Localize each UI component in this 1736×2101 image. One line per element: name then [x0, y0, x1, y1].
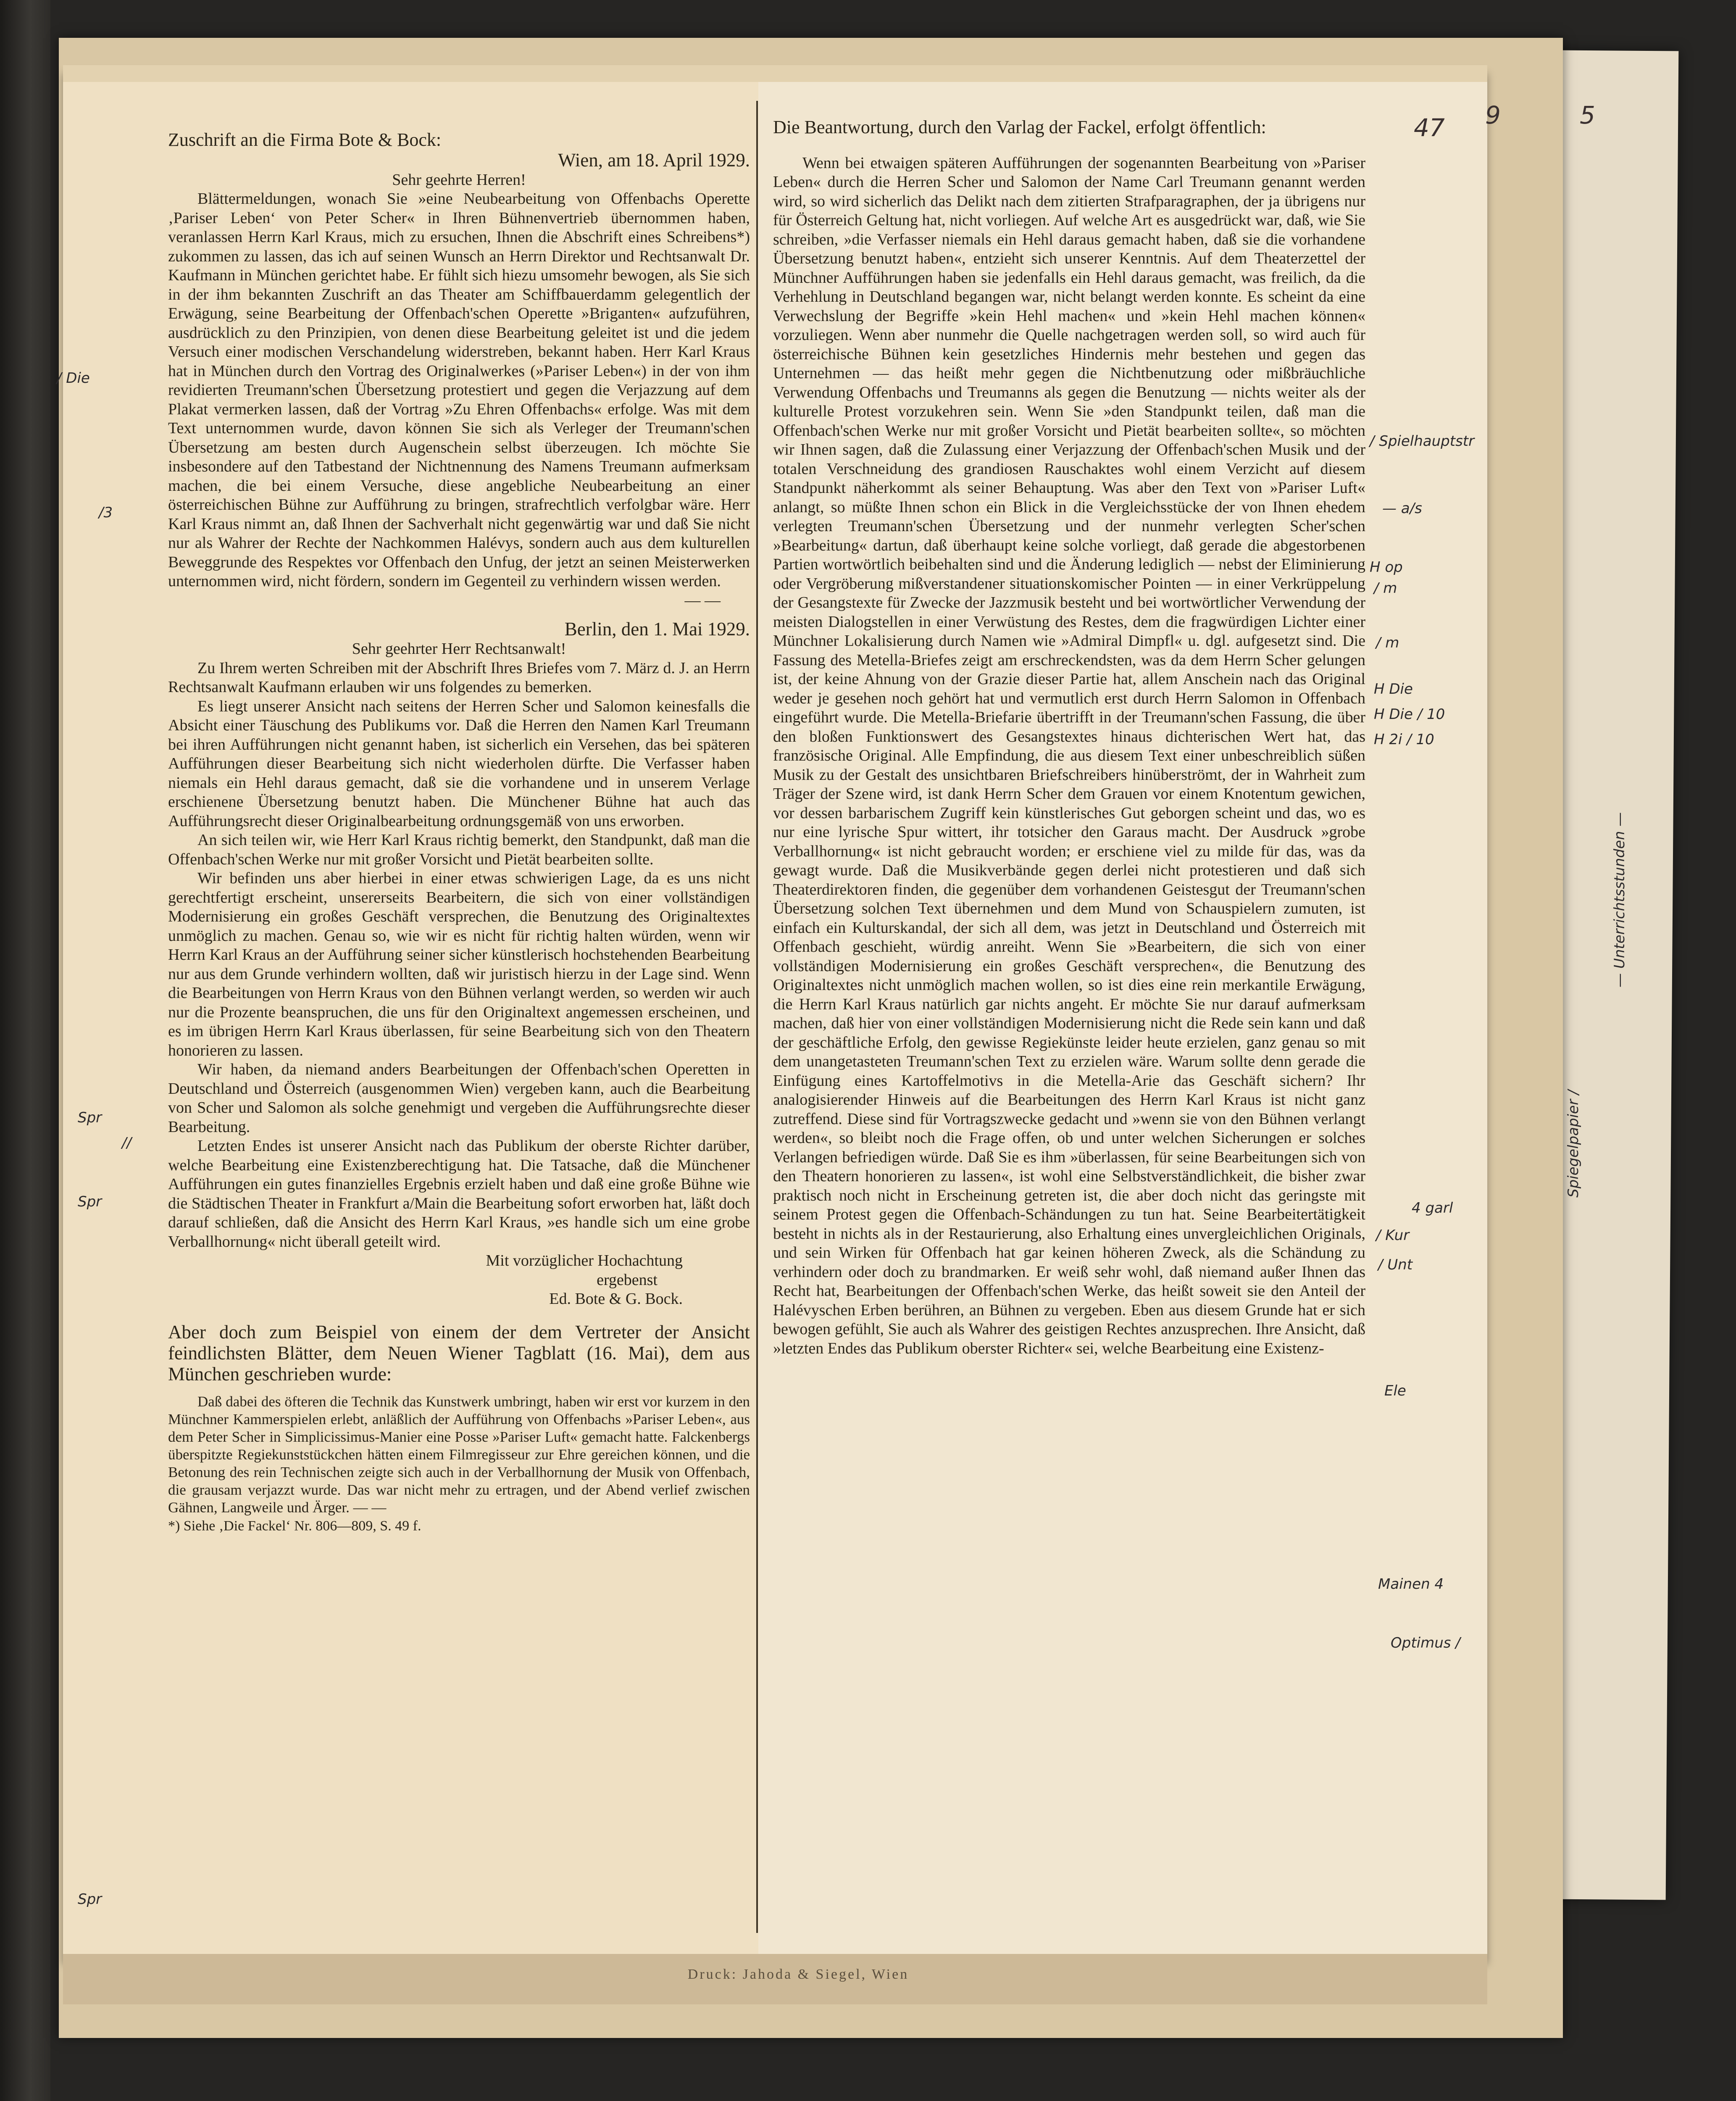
- margin-note: 4 garl: [1412, 1200, 1453, 1216]
- salutation: Sehr geehrte Herren!: [392, 171, 526, 189]
- margin-note: //: [122, 1135, 132, 1151]
- place-date: Wien, am 18. April 1929.: [558, 149, 750, 171]
- margin-note: Mainen 4: [1378, 1576, 1444, 1593]
- closing-line: ergebenst: [597, 1271, 658, 1289]
- paragraph: Aber doch zum Beispiel von einem der dem Vertreter der Ansicht feindlichsten Blätter, dem Neuen Wiener Tagblatt (16. Mai), dem aus München geschrieben wurde:: [168, 1321, 750, 1385]
- margin-note: / m: [1376, 635, 1399, 651]
- margin-note: H op: [1370, 559, 1403, 576]
- margin-note: /3: [99, 504, 113, 521]
- paragraph: Zu Ihrem werten Schreiben mit der Abschrift Ihres Briefes vom 7. März d. J. an Herrn Rechtsanwalt Kaufmann erlauben wir uns folgendes zu bemerken.: [168, 659, 750, 696]
- printer-line: Druck: Jahoda & Siegel, Wien: [687, 1967, 909, 1982]
- margin-note: / Spielhauptstr: [1370, 433, 1475, 450]
- response-title: Die Beantwortung, durch den Varlag der Fackel, erfolgt öffentlich:: [773, 117, 1266, 137]
- dash-separator: — —: [684, 591, 721, 609]
- place-date-2: Berlin, den 1. Mai 1929.: [564, 619, 750, 640]
- margin-note: Spiegelpapier /: [1565, 1090, 1582, 1198]
- paragraph: Blättermeldungen, wonach Sie »eine Neubearbeitung von Offenbachs Operette ‚Pariser Leben‘ von Peter Scher« in Ihren Bühnenvertrieb übernommen haben, veranlassen Herrn Karl Kraus, mich zu ersuchen, Ihnen die Abschrift eines Schreibens*) zukommen zu lassen, das ich auf seinen Wunsch an Herrn Direktor und Rechtsanwalt Dr. Kaufmann in München gerichtet habe. Er fühlt sich hiezu umsomehr bewogen, als Sie sich in der ihm bekannten Zuschrift an das Theater am Schiffbauerdamm gelegentlich der Erwägung, seine Bearbeitung der Offenbach'schen Operette »Briganten« aufzuführen, ausdrücklich zu den Prinzipien, von denen diese Bearbeitung geleitet ist und die jedem Versuch einer modischen Verschandelung widerstreben, bekannt haben. Herr Karl Kraus hat in München durch den Vortrag des Originalwerkes (»Pariser Leben«) in der von ihm revidierten Treumann'schen Übersetzung protestiert und gegen die Verjazzung auf dem Plakat vermerken lassen, daß der Vortrag »Zu Ehren Offenbachs« erfolge. Was mit dem Text unternommen wurde, davon können Sie sich als Verleger der Treumann'schen Übersetzung am besten durch Augenschein selbst überzeugen. Ich möchte Sie insbesondere auf den Tatbestand der Nichtnennung des Namens Treumann aufmerksam machen, die bei einem Versuche, diese angebliche Neubearbeitung an einer österreichischen Bühne zur Aufführung zu bringen, strafrechtlich verfolgbar wäre. Herr Karl Kraus nimmt an, daß Ihnen der Sachverhalt nicht gegenwärtig war und daß Sie nicht nur als Wahrer der Rechte der Nachkommen Halévys, sondern auch aus dem kulturellen Beweggrunde des Respektes vor Offenbach den Unfug, der jetzt an seinen Meisterwerken unternommen wird, nicht fördern, sondern im Gegenteil zu verhindern wissen werden.: [168, 190, 750, 590]
- paragraph: Wir befinden uns aber hierbei in einer etwas schwierigen Lage, da es uns nicht gerechtfertigt erscheint, unsererseits Bearbeitern, die sich von einer vollständigen Modernisierung ein großes Geschäft versprechen, die Benutzung des Originaltextes unmöglich zu machen. Genau so, wie wir es nicht für richtig halten würden, wenn wir Herrn Karl Kraus an der Aufführung seiner sicher künstlerisch hochstehenden Bearbeitung nur aus dem Grunde verhindern wollten, daß wir juristisch hierzu in der Lage sind. Wenn die Bearbeitungen von Herrn Kraus von den Bühnen verlangt werden, so werden wir auch nur die Prozente beanspruchen, die uns für den Originaltext angemessen erscheinen, und es im übrigen Herrn Karl Kraus überlassen, für seine Bearbeitung sich von den Theatern honorieren zu lassen.: [168, 869, 750, 1059]
- letter-title: Zuschrift an die Firma Bote & Bock:: [168, 129, 442, 150]
- paragraph: Wenn bei etwaigen späteren Aufführungen der sogenannten Bearbeitung von »Pariser Leben« durch die Herren Scher und Salomon der Name Carl Treumann genannt werden wird, so wird sicherlich das Delikt nach dem zitierten Strafparagraphen, der ja übrigens nur für Österreich Geltung hat, nicht vorliegen. Auf welche Art es ausgedrückt war, daß, wie Sie schreiben, »die Verfasser niemals ein Hehl daraus gemacht haben, daß sie die vorhandene Übersetzung benutzt haben«, entzieht sich unserer Kenntnis. Auf dem Theaterzettel der Münchner Aufführungen haben sie jedenfalls ein Hehl daraus gemacht, was freilich, da die Verhehlung in Deutschland begangen war, nicht belangt werden konnte. Es scheint da eine Verwechslung der Begriffe »kein Hehl machen« und »kein Hehl machen können« vorzuliegen. Wenn aber nunmehr die Quelle nachgetragen werden soll, so wird auch für österreichische Bühnen kein gesetzliches Hindernis mehr bestehen und gegen das Unternehmen — das heißt mehr gegen die Nichtbenutzung oder mißbräuchliche Verwendung Offenbachs und Treumanns als gegen die Benutzung — nichts weiter als der kulturelle Protest vorzukehren sein. Wenn Sie »den Standpunkt teilen, daß man die Offenbach'schen Werke nur mit großer Vorsicht und Pietät bearbeiten sollte«, so möchten wir Ihnen sagen, daß die Zulassung einer Verjazzung der Offenbach'schen Musik und der totalen Verschneidung des grandiosen Rauschaktes wohl einem Verzicht auf diesem Standpunkt näherkommt als seiner Behauptung. Was aber den Text von »Pariser Luft« anlangt, so müßte Ihnen schon ein Blick in die Vergleichsstücke der von Ihnen ehedem verlegten Treumann'schen Übersetzung und der nunmehr verlegten Scher'schen »Bearbeitung« dartun, daß überhaupt keine solche vorliegt, daß gerade die abgestorbenen Partien wortwörtlich beibehalten sind und die Änderung lediglich — nebst der Eliminierung oder Vergröberung mißverstandener situationskomischer Pointen — in einer Verkrüppelung der Gesangstexte für Zwecke der Jazzmusik besteht und bei wortwörtlicher Verwendung der meisten Dialogstellen in einer Verwüstung des Restes, dem die fragwürdigen Lichter einer Münchner Lokalisierung durch Namen wie »Admiral Dimpfl« u. dgl. aufgesetzt sind. Die Fassung des Metella-Briefes zeigt am erschreckendsten, was da dem Herrn Scher gelungen ist, der keine Ahnung von der Grazie dieser Partie hat, allem Anschein nach das Original weder je gesehen noch gehört hat und vermutlich erst durch Herrn Salomon in Offenbach eingeführt wurde. Die Metella-Briefarie übertrifft in der Treumann'schen Fassung, die über den bloßen Funktionswert des Gesangstextes hinaus dichterischen Wert hat, das französische Original. Alle Empfindung, die aus diesem Text einer unbeschreiblich süßen Musik zu der Gestalt des unsichtbaren Briefschreibers hinüberströmt, der in Wahrheit zum Träger der Szene wird, ist dank Herrn Scher dem Grauen vor einem Knotentum gewichen, vor dessen barbarischem Zugriff kein künstlerisches Gut geborgen scheint und das, wo es nur eine lyrische Spur wittert, ihr totsicher den Garaus macht. Der Ausdruck »grobe Verballhornung« ist nicht gebraucht worden; er erschiene viel zu milde für das, was da gewagt wurde. Daß die Musikverbände gegen derlei nicht protestieren und daß sich Theaterdirektoren finden, die gegenüber dem vorhandenen Geistesgut der Treumann'schen Übersetzung solchen Text übernehmen und dem Mund von Schauspielern zumuten, ist einfach ein Kulturskandal, der sich all dem, was jetzt in Deutschland und Österreich mit Offenbach geschieht, würdig anreiht. Wenn Sie »Bearbeitern, die sich von einer vollständigen Modernisierung ein großes Geschäft versprechen«, die Benutzung des Originaltextes nicht unmöglich machen wollen, so ist dies eine rein merkantile Erwägung, die Herrn Karl Kraus natürlich gar nichts angeht. Er möchte Sie nur darauf aufmerksam machen, daß hier von einer vollständigen Modernisierung nicht die Rede sein kann und daß der geschäftliche Erfolg, den gewisse Regiekünste leider heute erzielen, ganz genau so mit dem unangetasteten Treumann'schen Text zu erzielen wäre. Warum sollte denn gerade die Einfügung eines Kartoffelmotivs in die Metella-Arie das Geschäft sichern? Ihr analogisierender Hinweis auf die Bearbeitungen des Herrn Karl Kraus ist nicht ganz zutreffend. Diese sind für Vortragszwecke gedacht und »wenn sie von den Bühnen verlangt werden«, so bleibt noch die Frage offen, ob und unter welchen Sicherungen er solches Verlangen befriedigen würde. Daß Sie es ihm »überlassen, für seine Bearbeitungen sich von den Theatern honorieren zu lassen«, ist wohl eine Selbstverständlichkeit, die bisher zwar praktisch noch nicht in Erscheinung getreten ist, die aber doch nicht das geringste mit seinem Protest gegen die Offenbach-Schändungen zu tun hat. Seine Bearbeitertätigkeit besteht in nichts als in der Restaurierung, also Erhaltung eines unvergleichlichen Originals, und sein Wirken für Offenbach hat gar keinen höheren Zweck, als die Schändung zu verhindern oder doch zu brandmarken. Er weiß sehr wohl, daß niemand außer Ihnen das Recht hat, Bearbeitungen der Offenbach'schen Werke, das heißt soweit sie den Anteil der Halévyschen Erben berühren, an Bühnen zu vergeben. Eben aus diesem Grunde hat er sich bewogen gefühlt, Sie auch als Wahrer des geistigen Rechtes anzusprechen. Ihre Ansicht, daß »letzten Endes das Publikum oberster Richter« sei, welche Bearbeitung eine Existenz-: [773, 154, 1365, 1357]
- binder-edge: [0, 0, 50, 2101]
- page-number-3: 5: [1580, 101, 1595, 129]
- left-column: [168, 130, 750, 1535]
- footnote: *) Siehe ‚Die Fackel‘ Nr. 806—809, S. 49 f.: [168, 1518, 421, 1534]
- margin-note: / Kur: [1376, 1227, 1410, 1244]
- paragraph: Letzten Endes ist unserer Ansicht nach das Publikum der oberste Richter darüber, welche Bearbeitung eine Existenzberechtigung hat. Die Tatsache, daß die Münchener Aufführungen ein gutes finanzielles Ergebnis erzielt haben und daß eine große Bühne wie die Städtischen Theater in Frankfurt a/Main die Bearbeitung sofort erworben hat, läßt doch darauf schließen, daß die Ansicht des Herrn Karl Kraus, »es handle sich um eine grobe Verballhornung« nicht überall geteilt wird.: [168, 1137, 750, 1251]
- page-number-2: 9: [1485, 101, 1501, 129]
- closing-line: Mit vorzüglicher Hochachtung: [486, 1252, 683, 1269]
- quote-block: Daß dabei des öfteren die Technik das Kunstwerk umbringt, haben wir erst vor kurzem in den Münchner Kammerspielen erlebt, anläßlich der Aufführung von Offenbachs »Pariser Leben«, aus dem Peter Scher in Simplicissimus-Manier eine Posse »Pariser Luft« gemacht hatte. Falckenbergs überspitzte Regiekunststückchen hätten einem Filmregisseur zur Ehre gereichen können, und die Betonung des rein Technischen zeigte sich auch in der Verballhornung der Musik von Offenbach, die grausam verjazzt wurde. Das war nicht mehr zu ertragen, und der Abend verlief zwischen Gähnen, Langweile und Ärger. — —: [168, 1393, 750, 1516]
- column-divider: [756, 101, 758, 1933]
- paragraph: Wir haben, da niemand anders Bearbeitungen der Offenbach'schen Operetten in Deutschland und Österreich (ausgenommen Wien) vergeben kann, auch die Bearbeitung von Scher und Salomon als solche genehmigt und vergeben die Aufführungsrechte dieser Bearbeitung.: [168, 1061, 750, 1136]
- margin-note: H Die / 10: [1374, 706, 1445, 723]
- margin-note: Spr: [78, 1891, 102, 1908]
- right-column: [773, 118, 1365, 1358]
- signature: Ed. Bote & G. Bock.: [549, 1290, 683, 1308]
- margin-note: Ele: [1384, 1382, 1406, 1399]
- top-strip: [63, 65, 1487, 82]
- margin-note: — Unterrichtsstunden —: [1611, 812, 1628, 987]
- margin-note: Spr: [78, 1109, 102, 1126]
- page-number: 47: [1414, 113, 1445, 142]
- margin-note: H 2i / 10: [1374, 731, 1434, 748]
- margin-note: Optimus /: [1391, 1635, 1460, 1651]
- paragraph: Es liegt unserer Ansicht nach seitens der Herren Scher und Salomon keinesfalls die Absicht einer Täuschung des Publikums vor. Daß die Herren den Namen Karl Treumann bei ihren Aufführungen nicht genannt haben, ist sicherlich ein Versehen, das bei späteren Aufführungen dieser Bearbeitung sich nicht wiederholen dürfte. Die Verfasser haben niemals ein Hehl daraus gemacht, daß sie die vorhandene und in unserem Verlage erschienene Übersetzung benutzt haben. Die Münchener Bühne hat auch das Aufführungsrecht dieser Originalbearbeitung ordnungsgemäß von uns erworben.: [168, 697, 750, 830]
- margin-note: — a/s: [1382, 500, 1422, 517]
- paragraph: An sich teilen wir, wie Herr Karl Kraus richtig bemerkt, den Standpunkt, daß man die Offenbach'schen Werke nur mit großer Vorsicht und Pietät bearbeiten sollte.: [168, 831, 750, 868]
- margin-note: Spr: [78, 1193, 102, 1210]
- salutation-2: Sehr geehrter Herr Rechtsanwalt!: [352, 640, 566, 658]
- margin-note: / Unt: [1378, 1256, 1413, 1273]
- margin-note: H Die: [1374, 681, 1413, 698]
- margin-note: / m: [1374, 580, 1397, 597]
- margin-note: / Die: [57, 370, 90, 387]
